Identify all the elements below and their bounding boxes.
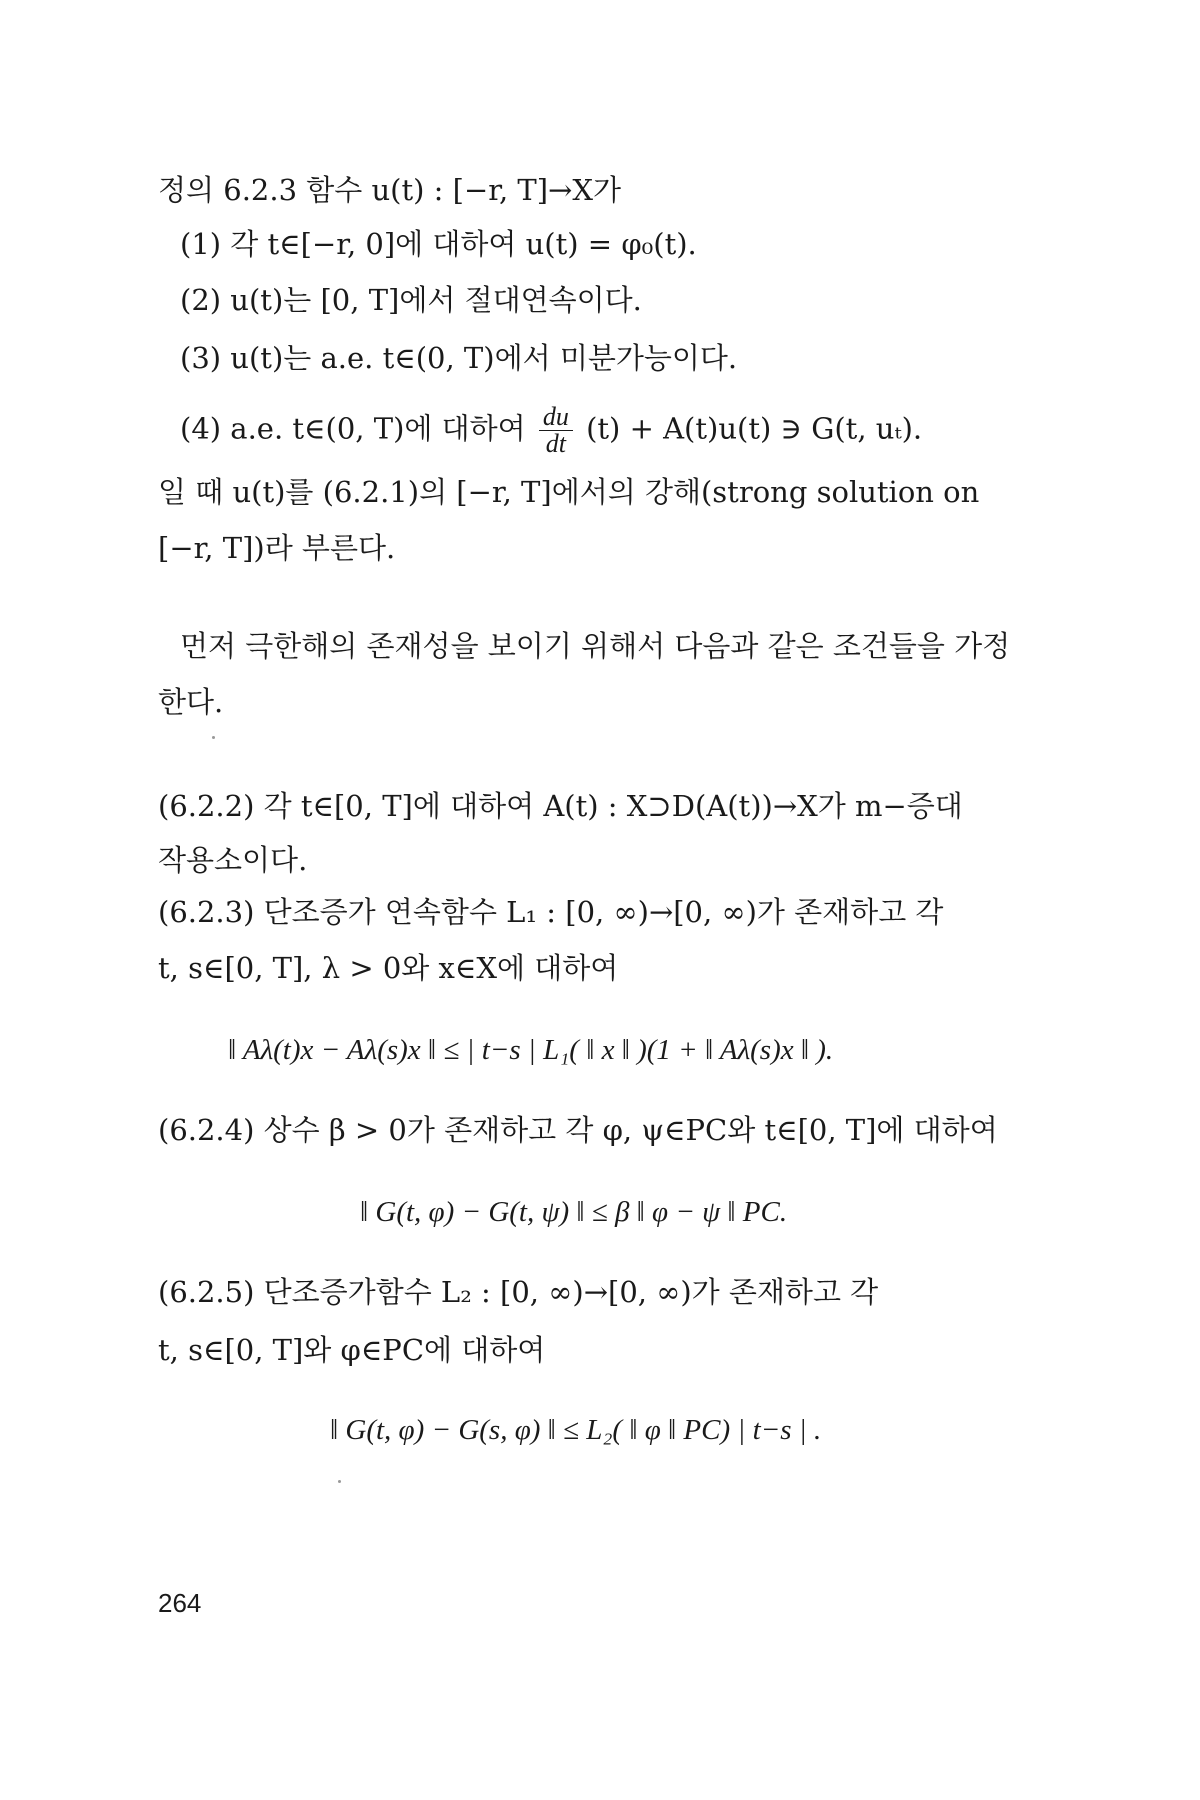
definition-heading: 정의 6.2.3 함수 u(t) : [−r, T]→X가 [158,173,622,207]
item-4-suffix: (t) + A(t)u(t) ∋ G(t, uₜ). [586,411,923,446]
definition-closing-line-1: 일 때 u(t)를 (6.2.1)의 [−r, T]에서의 강해(strong solution on [158,475,980,509]
condition-6-2-3-line-1: (6.2.3) 단조증가 연속함수 L₁ : [0, ∞)→[0, ∞)가 존재하고 각 [158,895,944,929]
definition-item-1: (1) 각 t∈[−r, 0]에 대하여 u(t) = φ₀(t). [180,227,697,261]
fraction-denominator: dt [545,429,566,458]
print-speck [212,736,215,739]
intro-paragraph-line-1: 먼저 극한해의 존재성을 보이기 위해서 다음과 같은 조건들을 가정 [180,629,1011,663]
derivative-fraction [539,404,573,457]
fraction-numerator: du [539,404,573,431]
definition-item-2: (2) u(t)는 [0, T]에서 절대연속이다. [180,283,642,317]
item-4-prefix: (4) a.e. t∈(0, T)에 대하여 [180,411,526,446]
condition-6-2-5-line-1: (6.2.5) 단조증가함수 L₂ : [0, ∞)→[0, ∞)가 존재하고 각 [158,1275,879,1309]
condition-6-2-5-inequality: ‖ G(t, φ) − G(s, φ) ‖ ≤ L₂( ‖ φ ‖ PC) | t−s | . [330,1414,822,1446]
condition-6-2-3-line-2: t, s∈[0, T], λ > 0와 x∈X에 대하여 [158,951,619,985]
definition-closing-line-2: [−r, T])라 부른다. [158,531,396,565]
intro-paragraph-line-2: 한다. [158,685,224,719]
condition-6-2-5-line-2: t, s∈[0, T]와 φ∈PC에 대하여 [158,1333,546,1367]
condition-6-2-4-inequality: ‖ G(t, φ) − G(t, ψ) ‖ ≤ β ‖ φ − ψ ‖ PC. [360,1196,788,1228]
condition-6-2-2-line-2: 작용소이다. [158,843,308,877]
page-number: 264 [158,1588,202,1618]
condition-6-2-3-inequality: ‖ Aλ(t)x − Aλ(s)x ‖ ≤ | t−s | L₁( ‖ x ‖ )(1 + ‖ Aλ(s)x ‖ ). [228,1034,834,1066]
print-speck [338,1480,341,1483]
definition-item-3: (3) u(t)는 a.e. t∈(0, T)에서 미분가능이다. [180,341,738,375]
definition-item-4 [180,404,922,457]
condition-6-2-2-line-1: (6.2.2) 각 t∈[0, T]에 대하여 A(t) : X⊃D(A(t))→X가 m−증대 [158,789,963,823]
condition-6-2-4-line-1: (6.2.4) 상수 β > 0가 존재하고 각 φ, ψ∈PC와 t∈[0, T]에 대하여 [158,1113,998,1147]
